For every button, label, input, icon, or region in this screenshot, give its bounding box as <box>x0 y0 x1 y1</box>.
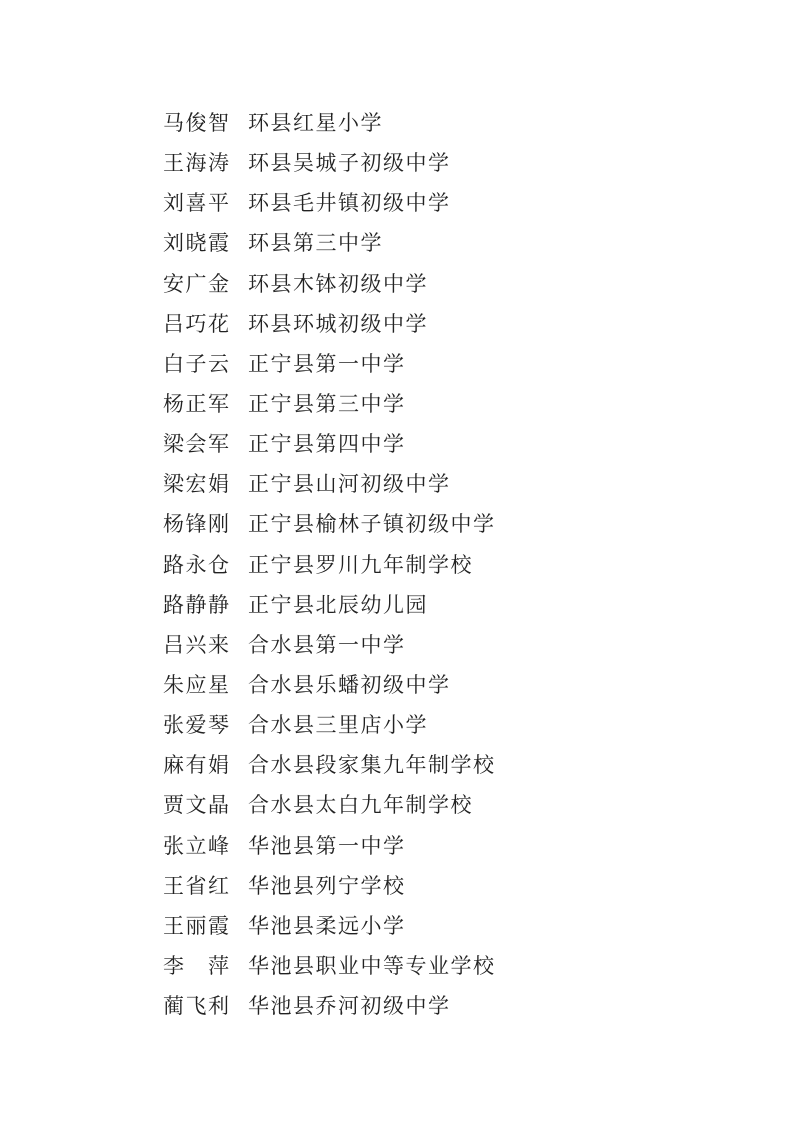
person-name: 王海涛 <box>163 151 231 176</box>
list-item <box>163 383 753 423</box>
school-name: 合水县第一中学 <box>248 632 406 657</box>
list-item <box>163 423 753 463</box>
school-name: 华池县柔远小学 <box>248 913 406 938</box>
person-name: 刘晓霞 <box>163 231 231 256</box>
person-name: 路永仓 <box>163 552 231 577</box>
list-item <box>163 263 753 303</box>
person-name: 白子云 <box>163 351 231 376</box>
list-item <box>163 303 753 343</box>
list-item <box>163 744 753 784</box>
list-item <box>163 544 753 584</box>
school-name: 环县红星小学 <box>248 111 383 136</box>
person-name: 梁会军 <box>163 432 231 457</box>
school-name: 华池县第一中学 <box>248 833 406 858</box>
list-item <box>163 463 753 503</box>
roster-list <box>163 102 753 1025</box>
list-item <box>163 142 753 182</box>
person-name: 吕巧花 <box>163 311 231 336</box>
person-name: 路静静 <box>163 592 231 617</box>
school-name: 华池县乔河初级中学 <box>248 994 451 1019</box>
person-name: 杨正军 <box>163 392 231 417</box>
person-name: 刘喜平 <box>163 191 231 216</box>
person-name: 马俊智 <box>163 111 231 136</box>
list-item <box>163 825 753 865</box>
school-name: 正宁县榆林子镇初级中学 <box>248 512 496 537</box>
person-name: 吕兴来 <box>163 632 231 657</box>
school-name: 环县第三中学 <box>248 231 383 256</box>
school-name: 环县毛井镇初级中学 <box>248 191 451 216</box>
school-name: 合水县三里店小学 <box>248 713 428 738</box>
list-item <box>163 945 753 985</box>
list-item <box>163 624 753 664</box>
list-item <box>163 704 753 744</box>
person-name: 蔺飞利 <box>163 994 231 1019</box>
list-item <box>163 222 753 262</box>
school-name: 环县吴城子初级中学 <box>248 151 451 176</box>
school-name: 合水县乐蟠初级中学 <box>248 673 451 698</box>
list-item <box>163 784 753 824</box>
list-item <box>163 503 753 543</box>
school-name: 环县木钵初级中学 <box>248 271 428 296</box>
school-name: 正宁县第四中学 <box>248 432 406 457</box>
list-item <box>163 343 753 383</box>
school-name: 环县环城初级中学 <box>248 311 428 336</box>
person-name: 贾文晶 <box>163 793 231 818</box>
list-item <box>163 664 753 704</box>
list-item <box>163 865 753 905</box>
list-item <box>163 905 753 945</box>
person-name: 梁宏娟 <box>163 472 231 497</box>
school-name: 华池县职业中等专业学校 <box>248 954 496 979</box>
person-name: 王丽霞 <box>163 913 231 938</box>
list-item <box>163 182 753 222</box>
school-name: 正宁县山河初级中学 <box>248 472 451 497</box>
person-name: 麻有娟 <box>163 753 231 778</box>
person-name: 张立峰 <box>163 833 231 858</box>
list-item <box>163 584 753 624</box>
school-name: 正宁县第三中学 <box>248 392 406 417</box>
school-name: 正宁县罗川九年制学校 <box>248 552 473 577</box>
person-name: 安广金 <box>163 271 231 296</box>
person-name: 朱应星 <box>163 673 231 698</box>
person-name: 王省红 <box>163 873 231 898</box>
school-name: 合水县段家集九年制学校 <box>248 753 496 778</box>
list-item <box>163 102 753 142</box>
school-name: 合水县太白九年制学校 <box>248 793 473 818</box>
school-name: 正宁县北辰幼儿园 <box>248 592 428 617</box>
person-name: 杨锋刚 <box>163 512 231 537</box>
person-name: 张爱琴 <box>163 713 231 738</box>
person-name: 李 萍 <box>163 954 231 979</box>
school-name: 正宁县第一中学 <box>248 351 406 376</box>
school-name: 华池县列宁学校 <box>248 873 406 898</box>
list-item <box>163 985 753 1025</box>
